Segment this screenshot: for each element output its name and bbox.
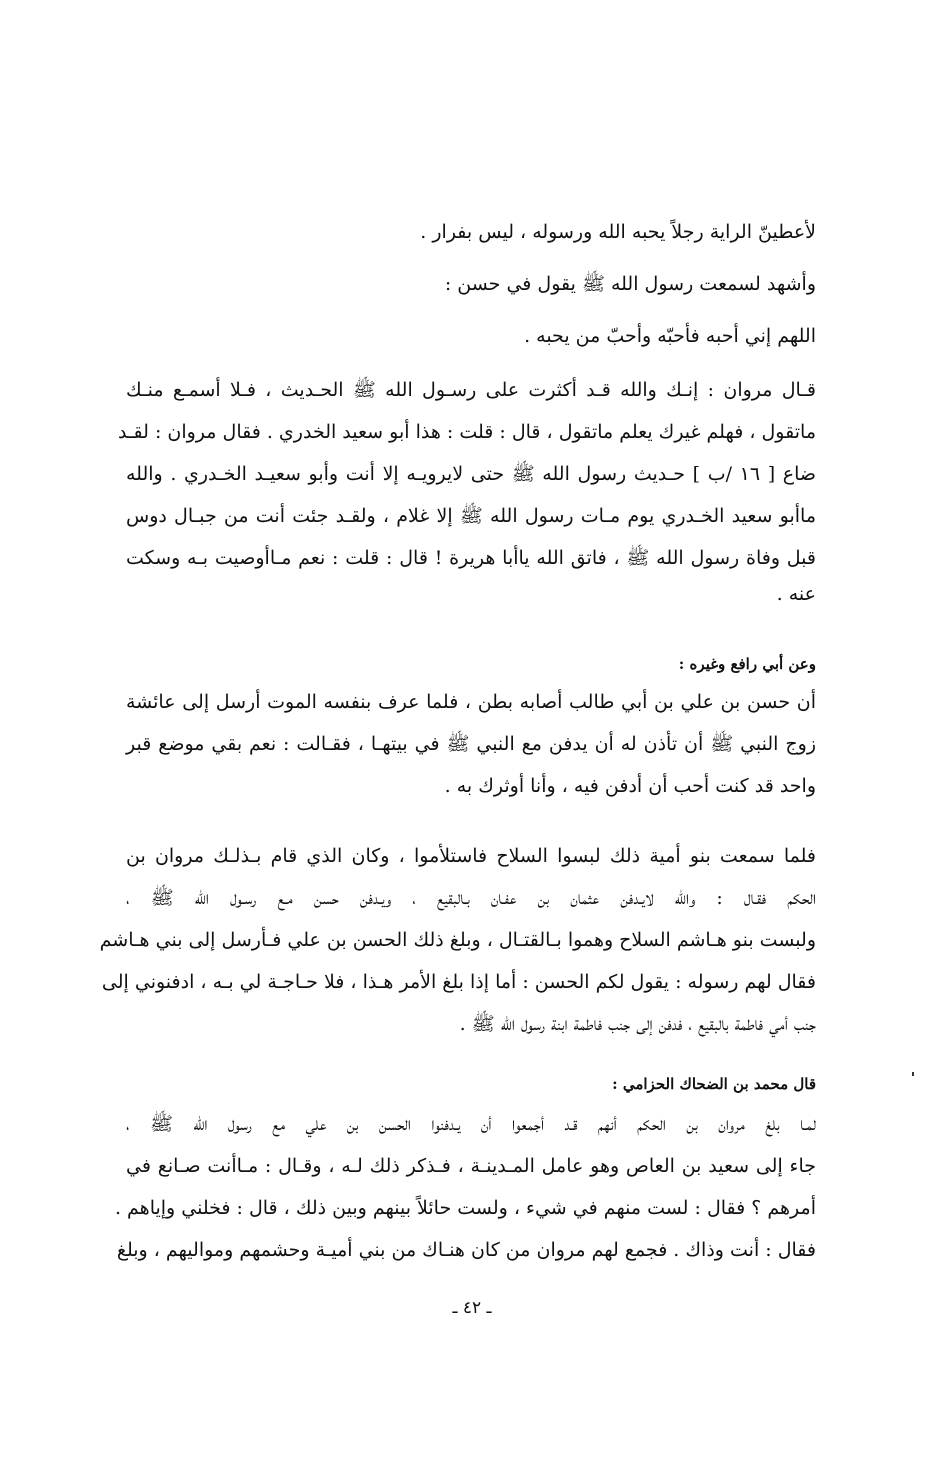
section-heading: قال محمد بن الضحاك الحزامي : bbox=[612, 1075, 816, 1093]
margin-mark bbox=[912, 1072, 914, 1076]
body-line: قبل وفاة رسول الله ﷺ ، فاتق الله ياأبا هريرة ! قال : قلت : نعم مـاأوصيت بـه وسكت bbox=[126, 547, 816, 569]
quote-line: اللهم إني أحبه فأحبّه وأحبّ من يحبه . bbox=[524, 325, 816, 347]
body-line: عنه . bbox=[776, 583, 816, 605]
page-number: ـ ٤٢ ـ bbox=[452, 1298, 492, 1318]
body-line: فلما سمعت بنو أمية ذلك لبسوا السلاح فاستلأموا ، وكان الذي قام بـذلـك مروان بن bbox=[126, 845, 816, 867]
body-line: فقال : أنت وذاك . فجمع لهم مروان من كان هنـاك من بني أميـة وحشمهم ومواليهم ، وبلغ bbox=[116, 1239, 816, 1261]
body-line: جاء إلى سعيد بن العاص وهو عامل المـدينـة ، فـذكر ذلك لـه ، وقـال : مـاأنت صـانع في bbox=[126, 1155, 816, 1177]
body-line: ولبست بنو هـاشم السلاح وهموا بـالقتـال ، وبلغ ذلك الحسن بن علي فـأرسل إلى بني هـاشم bbox=[99, 929, 816, 951]
body-line: ماأبو سعيد الخـدري يوم مـات رسول الله ﷺ إلا غلام ، ولقـد جئت أنت من جبـال دوس bbox=[126, 505, 816, 527]
body-line: لمـا بلغ مروان بن الحكم أنهم قـد أجمعوا أن يـدفنوا الحسن بن علي مع رسول الله ﷺ ، bbox=[126, 1113, 816, 1135]
body-line: فقال لهم رسوله : يقول لكم الحسن : أما إذا بلغ الأمر هـذا ، فلا حـاجـة لي بـه ، ادفنوني إلى bbox=[101, 971, 816, 993]
body-line: واحد قد كنت أحب أن أدفن فيه ، وأنا أوثرك به . bbox=[444, 775, 816, 797]
body-line: زوج النبي ﷺ أن تأذن له أن يدفن مع النبي ﷺ في بيتهـا ، فقـالت : نعم بقي موضع قبر bbox=[126, 733, 816, 755]
body-line: ماتقول ، فهلم غيرك يعلم ماتقول ، قال : قلت : هذا أبو سعيد الخدري . فقال مروان : لقـد bbox=[117, 421, 816, 443]
body-line: ضاع [ ١٦ /ب ] حـديث رسول الله ﷺ حتى لايرويـه إلا أنت وأبو سعيـد الخـدري . والله bbox=[126, 463, 816, 485]
body-line: أن حسن بن علي بن أبي طالب أصابه بطن ، فلما عرف بنفسه الموت أرسل إلى عائشة bbox=[126, 691, 816, 713]
body-line: أمرهم ؟ فقال : لست منهم في شيء ، ولست حائلاً بينهم وبين ذلك ، قال : فخلني وإياهم . bbox=[114, 1197, 816, 1219]
quote-line: وأشهد لسمعت رسول الله ﷺ يقول في حسن : bbox=[444, 273, 816, 295]
section-heading: وعن أبي رافع وغيره : bbox=[678, 655, 816, 673]
body-line: الحكم فقـال : والله لايـدفن عثمان بن عفـان بـالبقيع ، ويـدفن حسن مـع رسـول الله ﷺ ، bbox=[126, 887, 816, 909]
body-line: جنب أمي فاطمة بالبقيع ، فدفن إلى جنب فاطمة ابنة رسول الله ﷺ . bbox=[459, 1013, 816, 1035]
body-line: قـال مروان : إنـك والله قـد أكثرت على رسـول الله ﷺ الحـديث ، فـلا أسمـع منـك bbox=[126, 379, 816, 401]
quote-line: لأعطينّ الراية رجلاً يحبه الله ورسوله ، ليس بفرار . bbox=[420, 221, 816, 243]
